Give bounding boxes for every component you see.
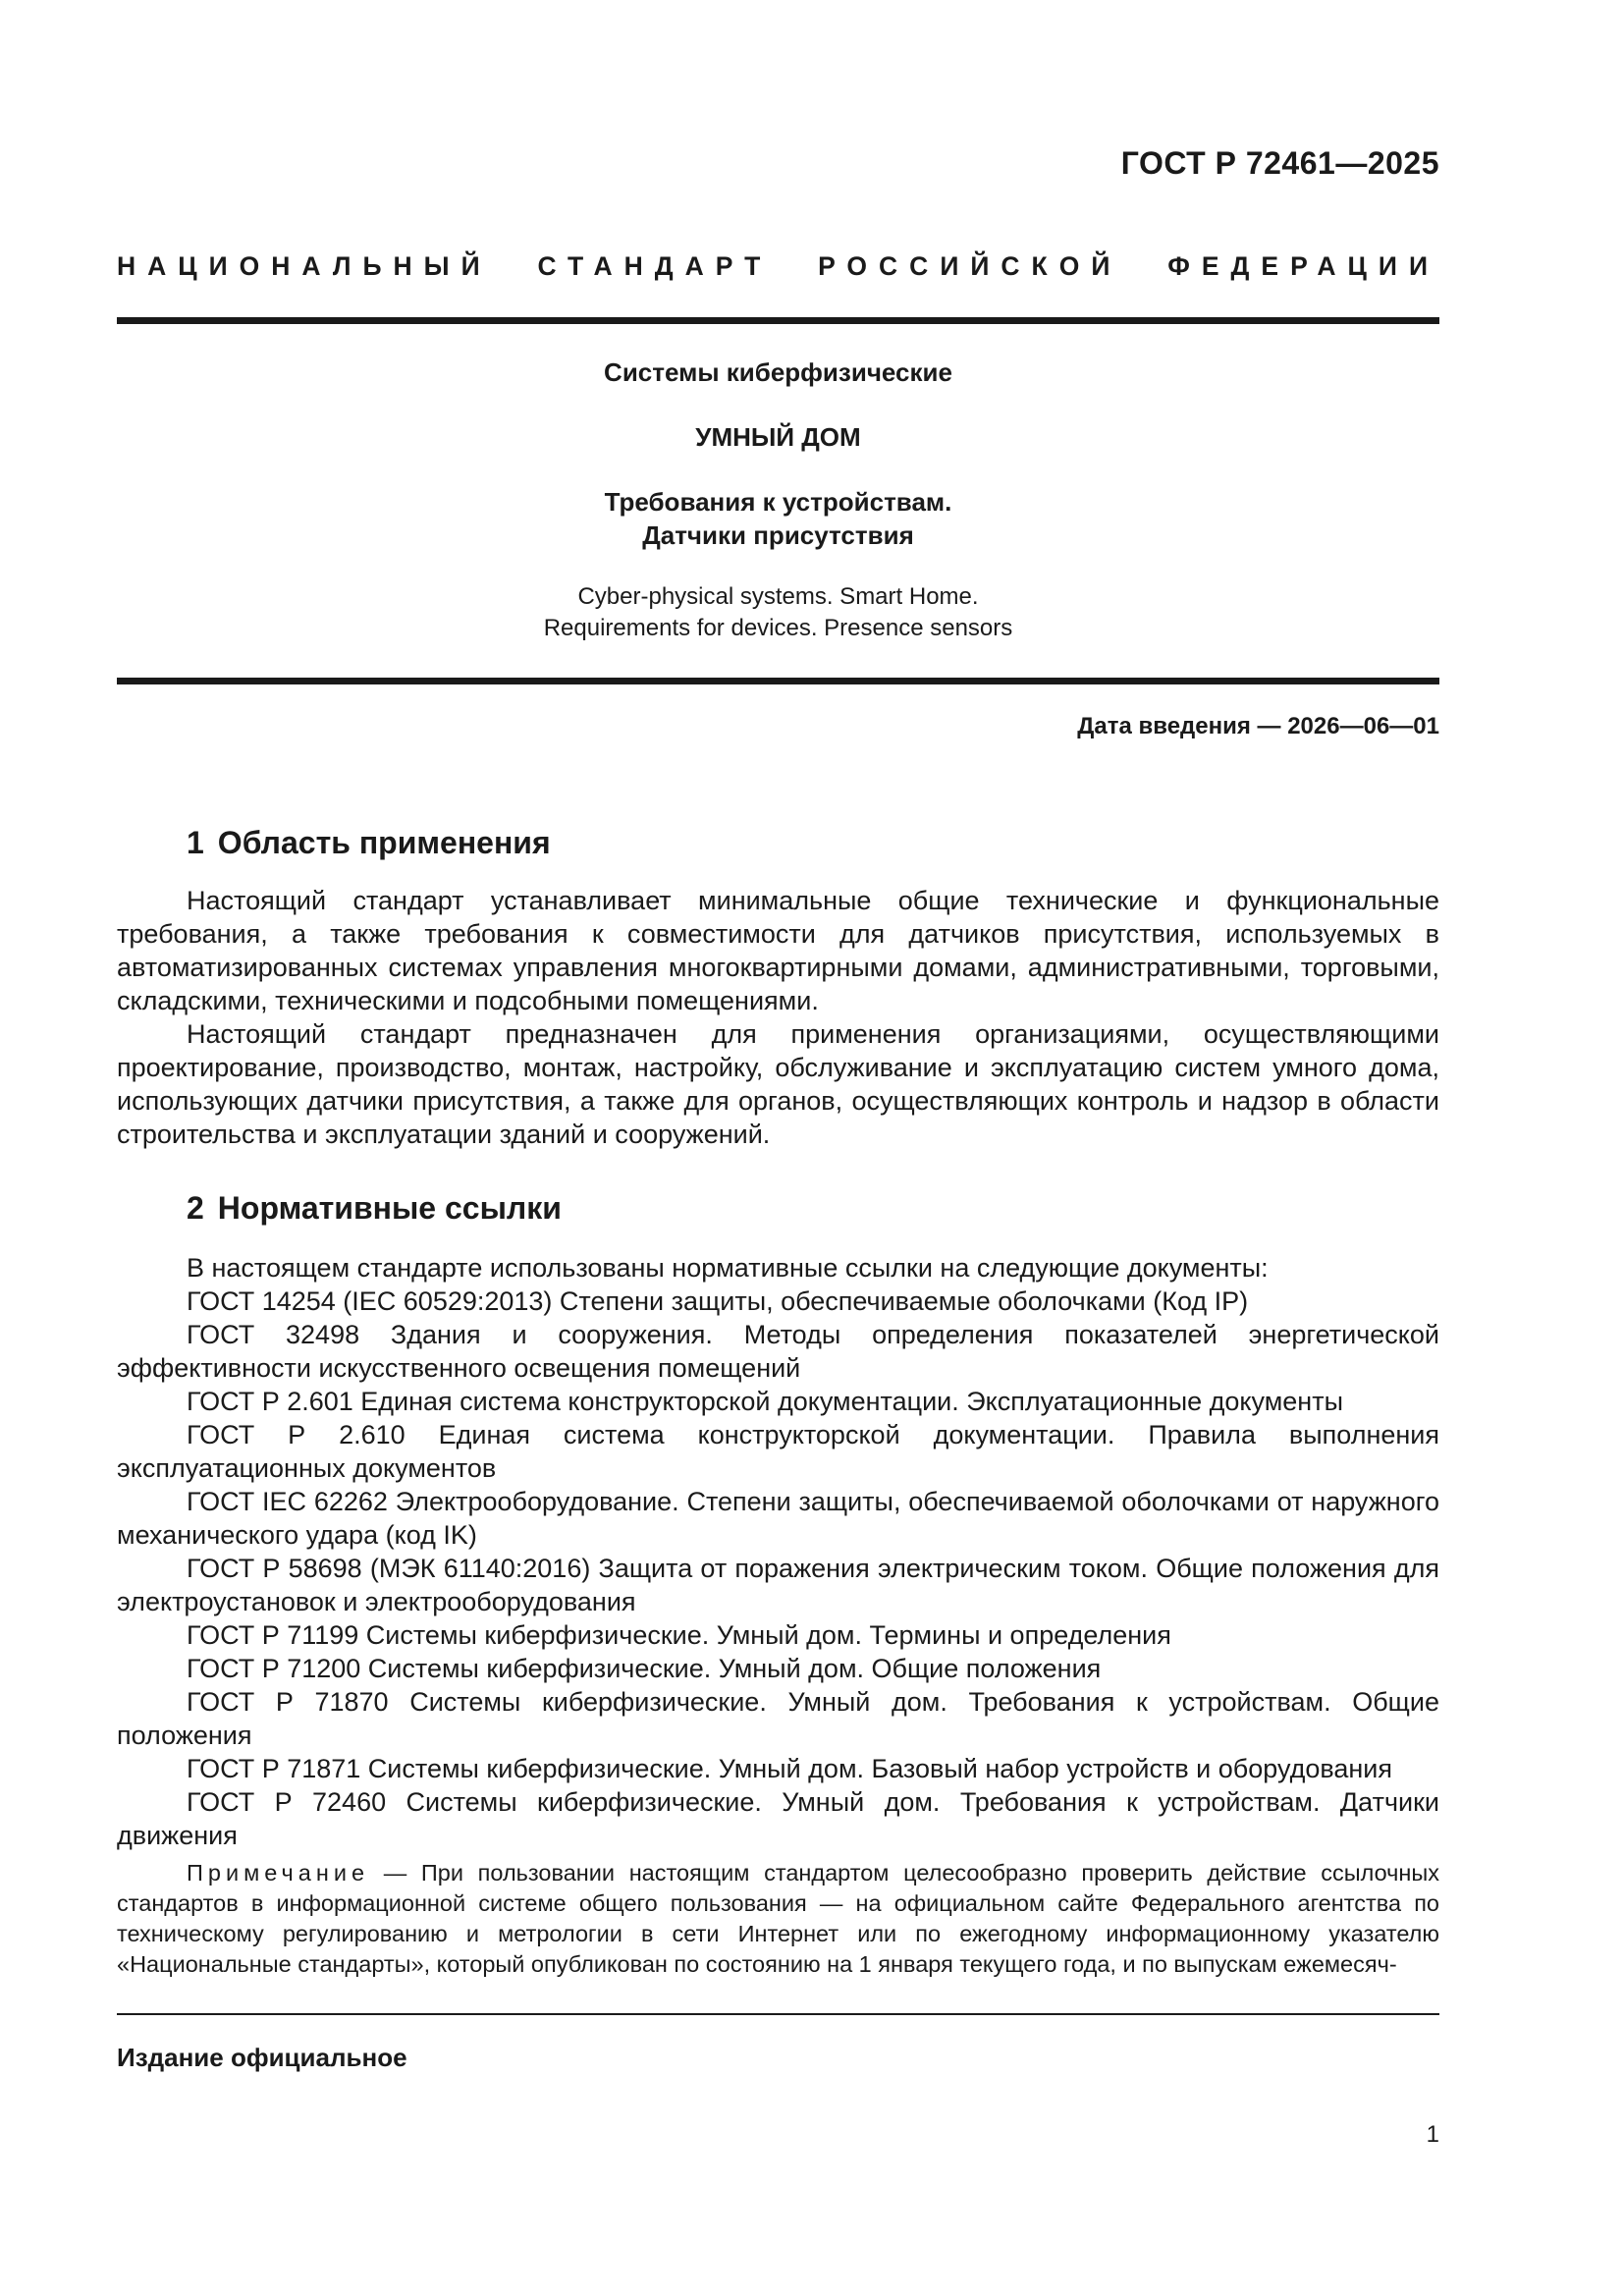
footer-rule — [117, 2013, 1439, 2015]
gost-number: ГОСТ Р 72461—2025 — [1120, 145, 1439, 181]
reference-item: ГОСТ Р 2.610 Единая система конструкторской документации. Правила выполнения эксплуатационных документов — [117, 1420, 1439, 1483]
section-1-number: 1 — [187, 825, 204, 860]
national-standard-heading: НАЦИОНАЛЬНЫЙ СТАНДАРТ РОССИЙСКОЙ ФЕДЕРАЦИИ — [117, 251, 1439, 281]
reference-item: ГОСТ IEC 62262 Электрооборудование. Степени защиты, обеспечиваемой оболочками от наружного механического удара (код IK) — [117, 1487, 1439, 1550]
note-label: Примечание — [187, 1860, 370, 1886]
section-1-paragraph: Настоящий стандарт предназначен для применения организациями, осуществляющими проектирование, производство, монтаж, настройку, обслуживание и эксплуатацию систем умного дома, использующих датчики присутствия, а также для органов, осуществляющих контроль и надзор в области строительства и эксплуатации зданий и сооружений. — [117, 1019, 1439, 1149]
reference-item: ГОСТ Р 2.601 Единая система конструкторской документации. Эксплуатационные документы — [187, 1387, 1343, 1416]
official-edition: Издание официальное — [117, 2043, 407, 2072]
section-2-body — [117, 1251, 1439, 1852]
section-1-title: Область применения — [217, 825, 551, 860]
reference-item: ГОСТ Р 71199 Системы киберфизические. Умный дом. Термины и определения — [187, 1620, 1171, 1650]
top-rule — [117, 317, 1439, 324]
section-2-heading — [187, 1190, 562, 1227]
title-bottom-rule — [117, 678, 1439, 684]
title-line-2: УМНЫЙ ДОМ — [695, 422, 861, 452]
reference-item: ГОСТ Р 72460 Системы киберфизические. Умный дом. Требования к устройствам. Датчики движения — [117, 1787, 1439, 1850]
reference-item: ГОСТ 32498 Здания и сооружения. Методы определения показателей энергетической эффективности искусственного освещения помещений — [117, 1320, 1439, 1383]
section-1-paragraph: Настоящий стандарт устанавливает минимальные общие технические и функциональные требования, а также требования к совместимости для датчиков присутствия, используемых в автоматизированных системах управления многоквартирными домами, административными, торговыми, складскими, техническими и подсобными помещениями. — [117, 886, 1439, 1015]
title-line-3: Требования к устройствам. — [604, 487, 952, 517]
introduction-date: Дата введения — 2026—06—01 — [1077, 713, 1439, 739]
section-1-heading — [187, 825, 551, 861]
page-number: 1 — [1426, 2121, 1439, 2148]
section-1-body — [117, 884, 1439, 1151]
reference-item: ГОСТ Р 71870 Системы киберфизические. Умный дом. Требования к устройствам. Общие положения — [117, 1687, 1439, 1750]
section-2-number: 2 — [187, 1190, 204, 1226]
reference-item: ГОСТ 14254 (IEC 60529:2013) Степени защиты, обеспечиваемые оболочками (Код IP) — [187, 1286, 1249, 1316]
section-2-title: Нормативные ссылки — [217, 1190, 562, 1226]
note-block — [117, 1858, 1439, 1980]
reference-item: ГОСТ Р 71871 Системы киберфизические. Умный дом. Базовый набор устройств и оборудования — [187, 1754, 1393, 1783]
title-line-4: Датчики присутствия — [642, 520, 914, 550]
reference-item: ГОСТ Р 58698 (МЭК 61140:2016) Защита от поражения электрическим током. Общие положения для электроустановок и электрооборудования — [117, 1554, 1439, 1616]
note-text: — При пользовании настоящим стандартом целесообразно проверить действие ссылочных стандартов в информационной системе общего пользования — на официальном сайте Федерального агентства по техническому регулированию и метрологии в сети Интернет или по ежегодному информационному указателю «Национальные стандарты», который опубликован по состоянию на 1 января текущего года, и по выпускам ежемесяч- — [117, 1860, 1439, 1977]
title-en-line-2: Requirements for devices. Presence sensors — [543, 615, 1013, 641]
title-line-1: Системы киберфизические — [604, 357, 952, 387]
reference-item: В настоящем стандарте использованы нормативные ссылки на следующие документы: — [187, 1253, 1269, 1283]
reference-item: ГОСТ Р 71200 Системы киберфизические. Умный дом. Общие положения — [187, 1654, 1102, 1683]
title-en-line-1: Cyber-physical systems. Smart Home. — [577, 583, 979, 610]
